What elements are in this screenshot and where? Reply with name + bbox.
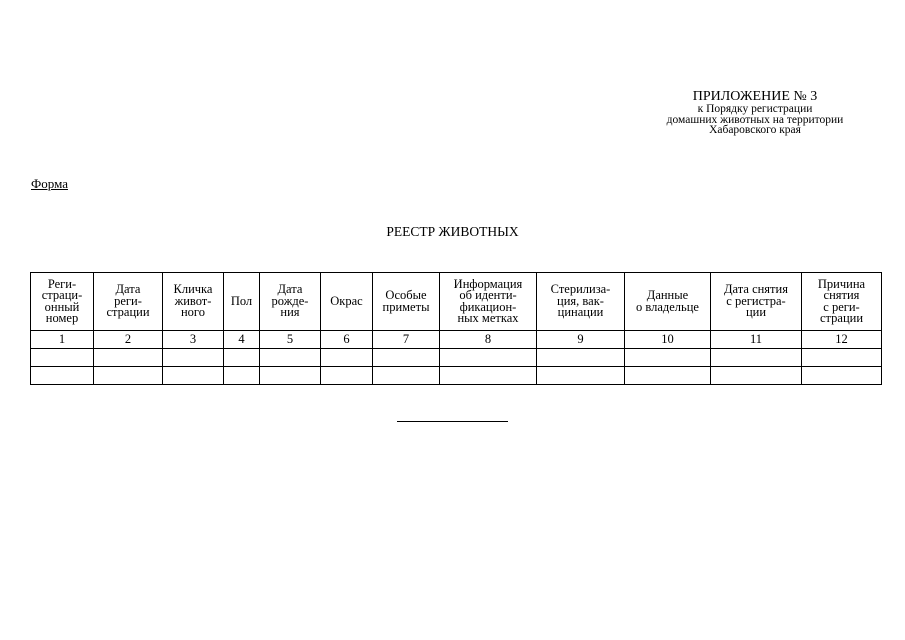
column-number-cell: 4	[224, 331, 260, 349]
empty-cell	[224, 349, 260, 367]
empty-cell	[711, 367, 802, 385]
header-cell-owner-data: Данные о владельце	[625, 273, 711, 331]
empty-cell	[711, 349, 802, 367]
empty-cell	[373, 349, 440, 367]
empty-cell	[625, 349, 711, 367]
animal-registry-table	[30, 272, 882, 385]
header-cell-registration-number: Реги- страци- онный номер	[31, 273, 94, 331]
form-label: Форма	[31, 176, 68, 191]
empty-cell	[802, 367, 882, 385]
column-number-cell: 1	[31, 331, 94, 349]
empty-cell	[625, 367, 711, 385]
empty-cell	[31, 349, 94, 367]
column-number-cell: 12	[802, 331, 882, 349]
column-number-cell: 6	[321, 331, 373, 349]
appendix-block	[640, 90, 870, 136]
header-cell-animal-name: Кличка живот- ного	[163, 273, 224, 331]
empty-cell	[537, 349, 625, 367]
empty-cell	[260, 367, 321, 385]
empty-cell	[440, 367, 537, 385]
column-number-cell: 8	[440, 331, 537, 349]
empty-cell	[321, 349, 373, 367]
empty-cell	[440, 349, 537, 367]
empty-cell	[31, 367, 94, 385]
empty-cell	[802, 349, 882, 367]
empty-cell	[163, 367, 224, 385]
column-number-cell: 10	[625, 331, 711, 349]
column-number-cell: 11	[711, 331, 802, 349]
empty-cell	[94, 349, 163, 367]
header-cell-sterilization-vaccination: Стерилиза- ция, вак- цинации	[537, 273, 625, 331]
empty-row	[31, 349, 882, 367]
header-cell-deregistration-reason: Причина снятия с реги- страции	[802, 273, 882, 331]
appendix-line-3: Хабаровского края	[709, 124, 801, 136]
header-cell-special-marks: Особые приметы	[373, 273, 440, 331]
end-of-document-line	[397, 421, 508, 422]
column-number-cell: 3	[163, 331, 224, 349]
column-number-cell: 9	[537, 331, 625, 349]
empty-row	[31, 367, 882, 385]
empty-cell	[537, 367, 625, 385]
document-title: РЕЕСТР ЖИВОТНЫХ	[386, 224, 519, 239]
empty-cell	[163, 349, 224, 367]
empty-cell	[94, 367, 163, 385]
header-cell-color: Окрас	[321, 273, 373, 331]
appendix-title: ПРИЛОЖЕНИЕ № 3	[692, 89, 818, 104]
empty-cell	[373, 367, 440, 385]
column-number-cell: 2	[94, 331, 163, 349]
header-row	[31, 273, 882, 331]
column-number-cell: 5	[260, 331, 321, 349]
empty-cell	[260, 349, 321, 367]
empty-cell	[321, 367, 373, 385]
header-cell-registration-date: Дата реги- страции	[94, 273, 163, 331]
header-cell-sex: Пол	[224, 273, 260, 331]
header-cell-identification-tags: Информация об иденти- фикацион- ных метках	[440, 273, 537, 331]
appendix-line-1: к Порядку регистрации	[697, 103, 813, 115]
empty-cell	[224, 367, 260, 385]
column-number-row	[31, 331, 882, 349]
header-cell-birth-date: Дата рожде- ния	[260, 273, 321, 331]
column-number-cell: 7	[373, 331, 440, 349]
header-cell-deregistration-date: Дата снятия с регистра- ции	[711, 273, 802, 331]
appendix-line-2: домашних животных на территории	[666, 113, 844, 126]
